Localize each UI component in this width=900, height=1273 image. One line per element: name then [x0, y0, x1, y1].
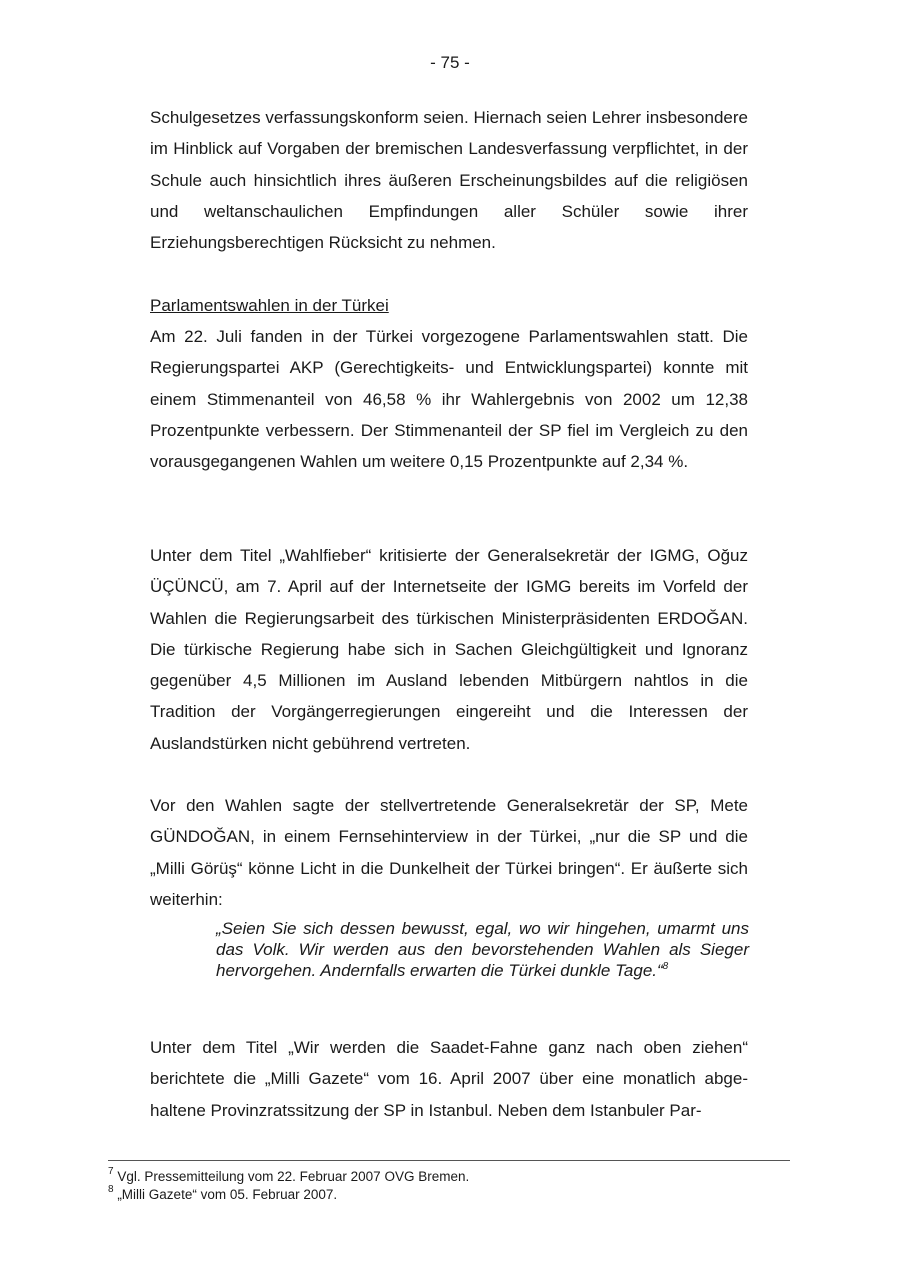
- paragraph-school-law: Schulgesetzes verfassungskonform seien. Hiernach seien Lehrer insbesondere im Hinblick auf Vorgaben der bremischen Landesverfassung verpflichtet, in der Schule auch hinsichtlich ihres äußeren Erscheinungsbildes auf die religiösen und weltanschaulichen Empfindungen aller Schüler sowie ihrer Erziehungsberechtigen Rücksicht zu nehmen.: [150, 108, 748, 253]
- footnote-text: Vgl. Pressemitteilung vom 22. Februar 2007 OVG Bremen.: [113, 1169, 470, 1184]
- footnote-7: [108, 1168, 469, 1185]
- paragraph-saadet: Unter dem Titel „Wir werden die Saadet-Fahne ganz nach oben ziehen“ berichtete die „Milli Gazete“ vom 16. April 2007 über eine monatlich abgehaltene Provinzratssitzung der SP in Istanbul. Neben dem Istanbuler Par-: [150, 1038, 748, 1120]
- paragraph-election-results: Am 22. Juli fanden in der Türkei vorgezogene Parlamentswahlen statt. Die Regierungspartei AKP (Gerechtigkeits- und Entwicklungspartei) konnte mit einem Stimmenanteil von 46,58 % ihr Wahlergebnis von 2002 um 12,38 Prozentpunkte verbessern. Der Stimmenanteil der SP fiel im Vergleich zu den vorausgegangenen Wahlen um weitere 0,15 Prozentpunkte auf 2,34 %.: [150, 327, 748, 472]
- quote-text: „Seien Sie sich dessen bewusst, egal, wo wir hingehen, umarmt uns das Volk. Wir werden aus den bevorstehenden Wahlen als Sieger hervorgehen. Andernfalls erwarten die Türkei dunkle Tage.“: [216, 919, 749, 980]
- paragraph-wahlfieber: Unter dem Titel „Wahlfieber“ kritisierte der Generalsekretär der IGMG, Oğuz ÜÇÜNCÜ, am 7. April auf der Internetseite der IGMG bereits im Vorfeld der Wahlen die Regierungsarbeit des türkischen Ministerpräsidenten ERDOĞAN. Die türkische Regierung habe sich in Sachen Gleichgültigkeit und Ignoranz gegenüber 4,5 Millionen im Ausland lebenden Mitbürgern nahtlos in die Tradition der Vorgängerregierungen eingereiht und die Interessen der Auslandstürken nicht gebührend vertreten.: [150, 546, 748, 753]
- footnote-divider: [108, 1160, 790, 1161]
- footnote-number: 8: [108, 1184, 114, 1195]
- section-heading: Parlamentswahlen in der Türkei: [150, 296, 389, 315]
- page-number: - 75 -: [430, 53, 470, 72]
- footnote-text: „Milli Gazete“ vom 05. Februar 2007.: [113, 1187, 338, 1202]
- footnote-ref-8: 8: [662, 961, 669, 972]
- footnote-number: 7: [108, 1166, 114, 1177]
- block-quote: [216, 918, 749, 981]
- footnote-8: [108, 1186, 337, 1203]
- paragraph-gundogan: Vor den Wahlen sagte der stellvertretende Generalsekretär der SP, Mete GÜNDOĞAN, in einem Fernsehinterview in der Türkei, „nur die SP und die „Milli Görüş“ könne Licht in die Dunkelheit der Türkei bringen“. Er äußerte sich weiterhin:: [150, 796, 748, 909]
